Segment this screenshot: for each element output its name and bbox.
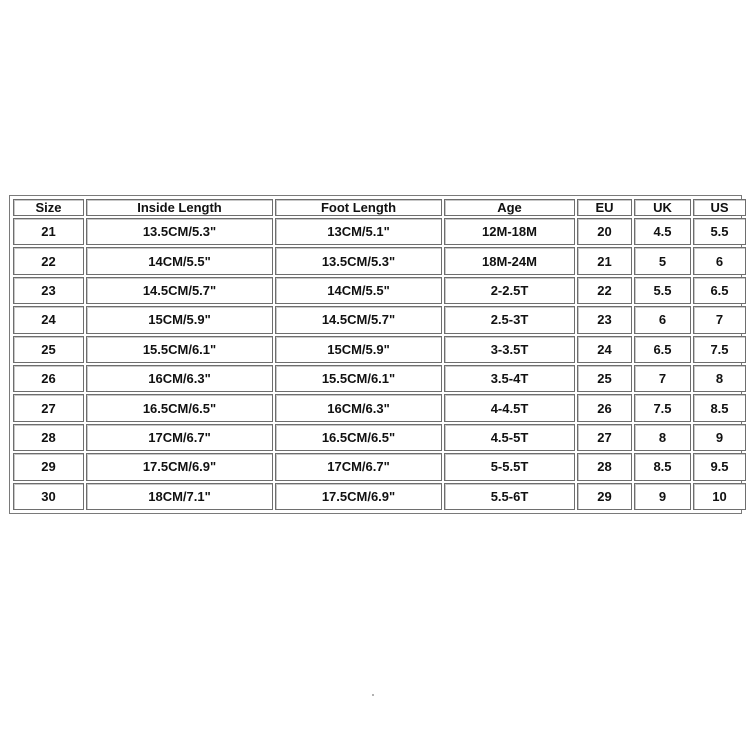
header-cell: Size [13, 199, 84, 216]
table-cell: 24 [577, 336, 632, 363]
table-cell: 9.5 [693, 453, 746, 480]
table-cell: 21 [577, 247, 632, 274]
table-cell: 16CM/6.3" [86, 365, 273, 392]
table-cell: 28 [577, 453, 632, 480]
header-row [13, 199, 746, 216]
table-cell: 22 [13, 247, 84, 274]
table-cell: 6.5 [693, 277, 746, 304]
table-row [13, 336, 746, 363]
table-cell: 17CM/6.7" [86, 424, 273, 451]
table-cell: 6.5 [634, 336, 691, 363]
table-cell: 15.5CM/6.1" [86, 336, 273, 363]
table-row [13, 306, 746, 333]
table-cell: 7 [634, 365, 691, 392]
table-cell: 25 [13, 336, 84, 363]
table-cell: 16.5CM/6.5" [275, 424, 442, 451]
table-cell: 28 [13, 424, 84, 451]
table-cell: 13.5CM/5.3" [275, 247, 442, 274]
table-cell: 15CM/5.9" [86, 306, 273, 333]
table-cell: 17CM/6.7" [275, 453, 442, 480]
table-row [13, 247, 746, 274]
table-cell: 29 [13, 453, 84, 480]
table-cell: 20 [577, 218, 632, 245]
table-cell: 4.5 [634, 218, 691, 245]
table-cell: 7 [693, 306, 746, 333]
header-cell: EU [577, 199, 632, 216]
table-cell: 6 [634, 306, 691, 333]
table-row [13, 483, 746, 510]
table-cell: 13CM/5.1" [275, 218, 442, 245]
table-cell: 3-3.5T [444, 336, 575, 363]
table-cell: 16.5CM/6.5" [86, 394, 273, 421]
table-cell: 26 [13, 365, 84, 392]
table-row [13, 218, 746, 245]
table-row [13, 277, 746, 304]
table-cell: 17.5CM/6.9" [275, 483, 442, 510]
header-cell: Foot Length [275, 199, 442, 216]
table-cell: 4.5-5T [444, 424, 575, 451]
table-cell: 23 [13, 277, 84, 304]
table-cell: 15CM/5.9" [275, 336, 442, 363]
table-cell: 2.5-3T [444, 306, 575, 333]
table-cell: 8 [693, 365, 746, 392]
table-cell: 17.5CM/6.9" [86, 453, 273, 480]
table-cell: 5-5.5T [444, 453, 575, 480]
table-row [13, 424, 746, 451]
table-cell: 8.5 [634, 453, 691, 480]
table-body [13, 218, 746, 510]
table-cell: 3.5-4T [444, 365, 575, 392]
header-cell: Age [444, 199, 575, 216]
table-cell: 9 [693, 424, 746, 451]
table-cell: 14CM/5.5" [86, 247, 273, 274]
table-cell: 23 [577, 306, 632, 333]
table-cell: 14.5CM/5.7" [275, 306, 442, 333]
table-cell: 8 [634, 424, 691, 451]
size-table [11, 197, 748, 512]
table-cell: 5.5 [634, 277, 691, 304]
table-cell: 24 [13, 306, 84, 333]
table-cell: 13.5CM/5.3" [86, 218, 273, 245]
table-cell: 18M-24M [444, 247, 575, 274]
table-cell: 25 [577, 365, 632, 392]
table-cell: 14CM/5.5" [275, 277, 442, 304]
table-cell: 22 [577, 277, 632, 304]
header-cell: US [693, 199, 746, 216]
stray-dot [372, 694, 374, 696]
table-row [13, 453, 746, 480]
table-cell: 21 [13, 218, 84, 245]
table-cell: 2-2.5T [444, 277, 575, 304]
table-cell: 5.5 [693, 218, 746, 245]
table-cell: 12M-18M [444, 218, 575, 245]
table-cell: 7.5 [634, 394, 691, 421]
table-cell: 6 [693, 247, 746, 274]
table-cell: 5.5-6T [444, 483, 575, 510]
table-cell: 14.5CM/5.7" [86, 277, 273, 304]
table-cell: 10 [693, 483, 746, 510]
table-cell: 27 [577, 424, 632, 451]
table-cell: 29 [577, 483, 632, 510]
table-cell: 27 [13, 394, 84, 421]
table-cell: 15.5CM/6.1" [275, 365, 442, 392]
table-cell: 9 [634, 483, 691, 510]
table-cell: 4-4.5T [444, 394, 575, 421]
table-row [13, 365, 746, 392]
table-cell: 26 [577, 394, 632, 421]
table-cell: 18CM/7.1" [86, 483, 273, 510]
table-cell: 16CM/6.3" [275, 394, 442, 421]
header-cell: UK [634, 199, 691, 216]
table-cell: 5 [634, 247, 691, 274]
header-cell: Inside Length [86, 199, 273, 216]
table-cell: 7.5 [693, 336, 746, 363]
table-row [13, 394, 746, 421]
table-cell: 8.5 [693, 394, 746, 421]
table-cell: 30 [13, 483, 84, 510]
size-chart [9, 195, 742, 514]
